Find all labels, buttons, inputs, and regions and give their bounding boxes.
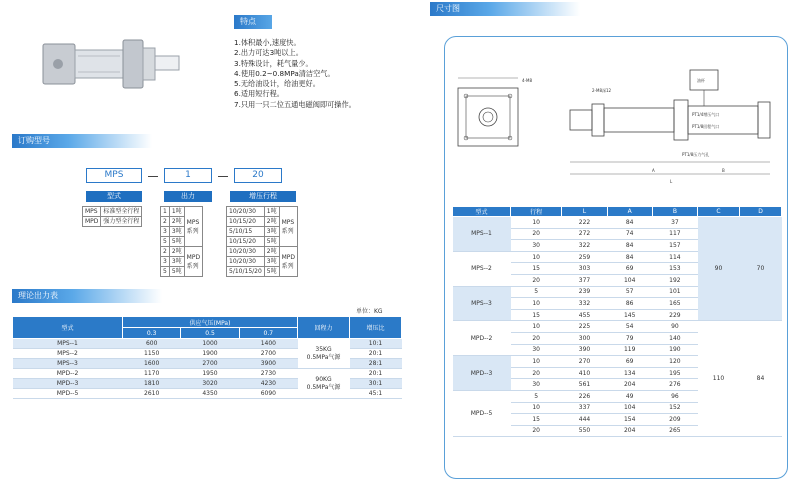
stroke-series: MPD系列 — [279, 247, 297, 277]
cell-C: 90 — [698, 217, 740, 321]
cell: 5 — [511, 286, 562, 298]
dims-title: 尺寸图 — [436, 4, 460, 13]
cell: 84 — [607, 251, 652, 263]
cell-D: 70 — [740, 217, 782, 321]
col-C: C — [698, 207, 740, 217]
code-dash — [218, 176, 228, 177]
feature-item: 7.只用一只二位五通电磁阀即可操作。 — [234, 99, 356, 109]
cell: 15 — [511, 263, 562, 275]
return-force-src: 0.5MPa气源 — [306, 353, 341, 361]
return-force-src: 0.5MPa气源 — [306, 383, 341, 391]
col-p: 0.5 — [181, 328, 239, 339]
dims-table — [452, 206, 782, 437]
cell: 332 — [562, 298, 607, 310]
drawing-label: PT1/4增压气口 — [692, 112, 720, 117]
force-code: 5 — [161, 237, 170, 247]
table-row — [13, 339, 402, 349]
return-force-cell — [298, 339, 350, 369]
cell: 410 — [562, 367, 607, 379]
cell: 2730 — [239, 369, 297, 379]
force-ton: 3吨 — [169, 257, 184, 267]
cell: 195 — [652, 367, 697, 379]
order-header — [12, 134, 152, 148]
order-title: 订购型号 — [18, 136, 50, 145]
cell: 69 — [607, 356, 652, 368]
table-row — [453, 321, 782, 333]
group-name: MPD--3 — [453, 356, 511, 391]
cell: 1950 — [181, 369, 239, 379]
cell: 259 — [562, 251, 607, 263]
col-B: B — [652, 207, 697, 217]
return-force-kg: 90KG — [315, 375, 332, 383]
cell: 204 — [607, 379, 652, 391]
features-list — [234, 38, 434, 110]
cell: 30:1 — [350, 379, 402, 389]
code-type-box — [86, 168, 142, 183]
drawing-label-L: L — [670, 179, 673, 184]
return-force-kg: 35KG — [315, 345, 332, 353]
cell: 265 — [652, 425, 697, 437]
return-force-cell — [298, 369, 350, 399]
cell: 444 — [562, 414, 607, 426]
feature-item: 2.出力可达3吨以上。 — [234, 48, 303, 58]
stroke-values: 5/10/15 — [227, 227, 265, 237]
force-ton: 3吨 — [169, 227, 184, 237]
cell: 152 — [652, 402, 697, 414]
cell: 37 — [652, 217, 697, 229]
cell: 30 — [511, 379, 562, 391]
cell: 204 — [607, 425, 652, 437]
cell: 4230 — [239, 379, 297, 389]
stroke-ton: 2吨 — [264, 217, 279, 227]
features-header — [234, 15, 272, 29]
cell: 153 — [652, 263, 697, 275]
group-name: MPS--1 — [453, 217, 511, 252]
type-code: MPS — [83, 207, 101, 217]
cell: 10:1 — [350, 339, 402, 349]
cell: 20 — [511, 228, 562, 240]
force-code: 3 — [161, 257, 170, 267]
cell: 6090 — [239, 389, 297, 399]
cell: 20 — [511, 425, 562, 437]
dimension-drawing — [452, 62, 782, 192]
cell: 101 — [652, 286, 697, 298]
cell: 104 — [607, 274, 652, 286]
cell: 455 — [562, 309, 607, 321]
cell: 30 — [511, 344, 562, 356]
stroke-values: 10/20/30 — [227, 257, 265, 267]
cell: MPS--2 — [13, 349, 123, 359]
cell-D: 84 — [740, 321, 782, 437]
cell: 2610 — [123, 389, 181, 399]
cell: 49 — [607, 390, 652, 402]
cell: 1600 — [123, 359, 181, 369]
stroke-ton: 3吨 — [264, 257, 279, 267]
group-name: MPS--2 — [453, 251, 511, 286]
force-ton: 5吨 — [169, 237, 184, 247]
drawing-label: 4-M8 — [522, 78, 532, 83]
feature-item: 6.适用短行程。 — [234, 89, 284, 99]
group-name: MPS--3 — [453, 286, 511, 321]
force-ton: 2吨 — [169, 247, 184, 257]
code-type: MPS — [104, 170, 124, 180]
cell: 114 — [652, 251, 697, 263]
cell: 79 — [607, 332, 652, 344]
output-title: 理论出力表 — [18, 291, 58, 300]
cell: 2700 — [239, 349, 297, 359]
cell: 145 — [607, 309, 652, 321]
drawing-label-A: A — [652, 168, 655, 173]
type-code: MPD — [83, 217, 101, 227]
cell: 10 — [511, 217, 562, 229]
cell: 226 — [562, 390, 607, 402]
cell: MPD--3 — [13, 379, 123, 389]
cell: 119 — [607, 344, 652, 356]
features-title: 特点 — [240, 17, 256, 26]
col-A: A — [607, 207, 652, 217]
col-p: 0.7 — [239, 328, 297, 339]
group-name: MPD--2 — [453, 321, 511, 356]
drawing-label: 油杯 — [697, 78, 705, 83]
cell: 30 — [511, 240, 562, 252]
cell: 165 — [652, 298, 697, 310]
table-row — [453, 217, 782, 229]
output-table — [12, 316, 402, 399]
stroke-table — [226, 206, 298, 277]
stroke-ton: 3吨 — [264, 227, 279, 237]
col-return-force: 回程力 — [298, 317, 350, 339]
cell: 117 — [652, 228, 697, 240]
cell: 10 — [511, 356, 562, 368]
caption-stroke: 增压行程 — [230, 191, 296, 202]
feature-item: 3.特殊设计，耗气量少。 — [234, 58, 313, 68]
feature-item: 1.体积最小,速度快。 — [234, 38, 301, 47]
cell: 239 — [562, 286, 607, 298]
stroke-ton: 1吨 — [264, 207, 279, 217]
col-L: L — [562, 207, 607, 217]
cell: 45:1 — [350, 389, 402, 399]
cell: 272 — [562, 228, 607, 240]
cell: 1150 — [123, 349, 181, 359]
type-table — [82, 206, 142, 227]
force-ton: 1吨 — [169, 207, 184, 217]
cell: 69 — [607, 263, 652, 275]
force-series: MPS系列 — [184, 207, 202, 247]
cell: 57 — [607, 286, 652, 298]
cell: 15 — [511, 414, 562, 426]
feature-item: 5.无给油设计，给油更好。 — [234, 79, 320, 89]
cell: 600 — [123, 339, 181, 349]
cell: 90 — [652, 321, 697, 333]
caption-type: 型式 — [86, 191, 142, 202]
cell: 1400 — [239, 339, 297, 349]
cell: 54 — [607, 321, 652, 333]
cell: 2700 — [181, 359, 239, 369]
cell: 10 — [511, 402, 562, 414]
type-desc: 强力型全行程 — [101, 217, 142, 227]
cell: 15 — [511, 309, 562, 321]
cell: 5 — [511, 390, 562, 402]
force-ton: 5吨 — [169, 267, 184, 277]
col-type: 型式 — [13, 317, 123, 339]
force-code: 2 — [161, 217, 170, 227]
col-pressure: 供应气压(MPa) — [123, 317, 298, 328]
cell: 377 — [562, 274, 607, 286]
cell: 20 — [511, 367, 562, 379]
cell: 20 — [511, 332, 562, 344]
cell: 157 — [652, 240, 697, 252]
stroke-ton: 2吨 — [264, 247, 279, 257]
cell: MPD--5 — [13, 389, 123, 399]
code-force: 1 — [185, 170, 191, 180]
col-type: 型式 — [453, 207, 511, 217]
cell: 190 — [652, 344, 697, 356]
force-code: 2 — [161, 247, 170, 257]
cell: 4350 — [181, 389, 239, 399]
cell: 96 — [652, 390, 697, 402]
stroke-values: 10/20/30 — [227, 207, 265, 217]
cell: 28:1 — [350, 359, 402, 369]
cell: 10 — [511, 321, 562, 333]
cell-C: 110 — [698, 321, 740, 437]
code-dash — [148, 176, 158, 177]
col-stroke: 行程 — [511, 207, 562, 217]
stroke-ton: 5吨 — [264, 267, 279, 277]
output-header — [12, 289, 162, 303]
code-force-box — [164, 168, 212, 183]
force-code: 1 — [161, 207, 170, 217]
stroke-values: 10/15/20 — [227, 217, 265, 227]
type-desc: 标准型全行程 — [101, 207, 142, 217]
cell: 229 — [652, 309, 697, 321]
cell: 192 — [652, 274, 697, 286]
cell: 20:1 — [350, 349, 402, 359]
code-stroke: 20 — [252, 170, 264, 180]
cell: 561 — [562, 379, 607, 391]
dims-header — [430, 2, 580, 16]
cell: MPD--2 — [13, 369, 123, 379]
table-row — [13, 369, 402, 379]
cell: 84 — [607, 240, 652, 252]
drawing-label: 2-M8深12 — [592, 88, 612, 93]
cell: 270 — [562, 356, 607, 368]
force-series: MPD系列 — [184, 247, 202, 277]
force-code: 3 — [161, 227, 170, 237]
cell: 84 — [607, 217, 652, 229]
cell: 20 — [511, 274, 562, 286]
stroke-values: 5/10/15/20 — [227, 267, 265, 277]
col-ratio: 增压比 — [350, 317, 402, 339]
cell: 209 — [652, 414, 697, 426]
stroke-values: 10/15/20 — [227, 237, 265, 247]
cell: 134 — [607, 367, 652, 379]
cell: 154 — [607, 414, 652, 426]
drawing-label-B: B — [722, 168, 725, 173]
cell: 1170 — [123, 369, 181, 379]
force-ton: 2吨 — [169, 217, 184, 227]
unit-label: 单位：KG — [356, 308, 383, 315]
force-table — [160, 206, 203, 277]
cell: 1810 — [123, 379, 181, 389]
stroke-series: MPS系列 — [279, 207, 297, 247]
cell: 303 — [562, 263, 607, 275]
drawing-label: PT1/8回程气口 — [692, 124, 720, 129]
cell: 86 — [607, 298, 652, 310]
stroke-ton: 5吨 — [264, 237, 279, 247]
force-code: 5 — [161, 267, 170, 277]
cell: MPS--1 — [13, 339, 123, 349]
group-name: MPD--5 — [453, 390, 511, 436]
cell: 550 — [562, 425, 607, 437]
cell: 140 — [652, 332, 697, 344]
cell: 225 — [562, 321, 607, 333]
code-stroke-box — [234, 168, 282, 183]
product-image — [38, 30, 188, 98]
cell: 322 — [562, 240, 607, 252]
col-D: D — [740, 207, 782, 217]
cell: 390 — [562, 344, 607, 356]
feature-item: 4.使用0.2~0.8MPa清洁空气。 — [234, 68, 335, 78]
stroke-values: 10/20/30 — [227, 247, 265, 257]
cell: 74 — [607, 228, 652, 240]
cell: 10 — [511, 298, 562, 310]
col-p: 0.3 — [123, 328, 181, 339]
cell: 337 — [562, 402, 607, 414]
cell: 300 — [562, 332, 607, 344]
cell: 3020 — [181, 379, 239, 389]
cell: 1900 — [181, 349, 239, 359]
cell: 1000 — [181, 339, 239, 349]
cell: 222 — [562, 217, 607, 229]
cell: 276 — [652, 379, 697, 391]
drawing-label: PT1/8压力气孔 — [682, 152, 710, 157]
cell: 3900 — [239, 359, 297, 369]
caption-force: 出力 — [164, 191, 212, 202]
cell: 120 — [652, 356, 697, 368]
cell: 10 — [511, 251, 562, 263]
cell: MPS--3 — [13, 359, 123, 369]
cell: 20:1 — [350, 369, 402, 379]
cell: 104 — [607, 402, 652, 414]
